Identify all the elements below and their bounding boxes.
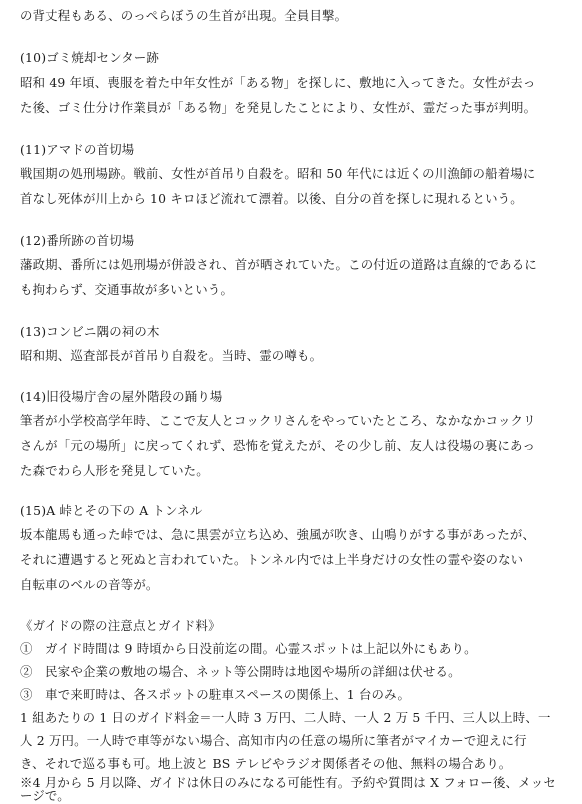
section-heading: (10)ゴミ焼却センター跡: [20, 50, 160, 65]
guide-text-line: 人 2 万円。一人時で車等がない場合、高知市内の任意の場所に筆者がマイカーで迎えに行: [20, 733, 527, 748]
guide-text-line: ※4 月から 5 月以降、ガイドは休日のみになる可能性有。予約や質問は X フォロー後、メッセ: [20, 775, 556, 790]
section-text-line: 坂本龍馬も通った峠では、急に黒雲が立ち込め、強風が吹き、山鳴りがする事があったが、: [20, 527, 536, 542]
intro-line: の背丈程もある、のっぺらぼうの生首が出現。全員目撃。: [20, 8, 348, 23]
section-text-line: それに遭遇すると死ぬと言われていた。トンネル内では上半身だけの女性の霊や姿のない: [20, 552, 524, 567]
section-text-line: 首なし死体が川上から 10 キロほど流れて漂着。以後、自分の首を探しに現れるという。: [20, 191, 523, 206]
section-text-line: 戦国期の処刑場跡。戦前、女性が首吊り自殺を。昭和 50 年代には近くの川漁師の船着場に: [20, 166, 536, 181]
guide-text-line: ② 民家や企業の敷地の場合、ネット等公開時は地図や場所の詳細は伏せる。: [20, 664, 461, 679]
section-heading: (13)コンビニ隅の祠の木: [20, 324, 160, 339]
guide-text-line: ージで。: [20, 788, 70, 803]
section-heading: (11)アマドの首切場: [20, 142, 135, 157]
guide-text-line: き、それで巡る事も可。地上波と BS テレビやラジオ関係者その他、無料の場合あり。: [20, 756, 512, 771]
section-text-line: 昭和 49 年頃、喪服を着た中年女性が「ある物」を探しに、敷地に入ってきた。女性が去っ: [20, 75, 536, 90]
section-text-line: さんが「元の場所」に戻ってくれず、恐怖を覚えたが、その少し前、友人は役場の裏にあっ: [20, 438, 536, 453]
section-text-line: 自転車のベルの音等が。: [20, 577, 159, 592]
guide-heading: 《ガイドの際の注意点とガイド料》: [20, 618, 221, 633]
guide-text-line: ③ 車で来町時は、各スポットの駐車スペースの関係上、1 台のみ。: [20, 687, 411, 702]
section-heading: (12)番所跡の首切場: [20, 233, 135, 248]
section-text-line: 藩政期、番所には処刑場が併設され、首が晒されていた。この付近の道路は直線的であるに: [20, 257, 537, 272]
section-heading: (14)旧役場庁舎の屋外階段の踊り場: [20, 389, 223, 404]
section-heading: (15)A 峠とその下の A トンネル: [20, 503, 203, 518]
section-text-line: 昭和期、巡査部長が首吊り自殺を。当時、霊の噂も。: [20, 348, 323, 363]
section-text-line: 筆者が小学校高学年時、ここで友人とコックリさんをやっていたところ、なかなかコックリ: [20, 413, 536, 428]
guide-text-line: ① ガイド時間は 9 時頃から日没前迄の間。心霊スポットは上記以外にもあり。: [20, 641, 477, 656]
section-text-line: も拘わらず、交通事故が多いという。: [20, 282, 234, 297]
section-text-line: た森でわら人形を発見していた。: [20, 463, 209, 478]
section-text-line: た後、ゴミ仕分け作業員が「ある物」を発見したことにより、女性が、霊だった事が判明。: [20, 100, 537, 115]
guide-text-line: 1 組あたりの 1 日のガイド料金＝一人時 3 万円、二人時、一人 2 万 5 千円、三人以上時、一: [20, 710, 551, 725]
